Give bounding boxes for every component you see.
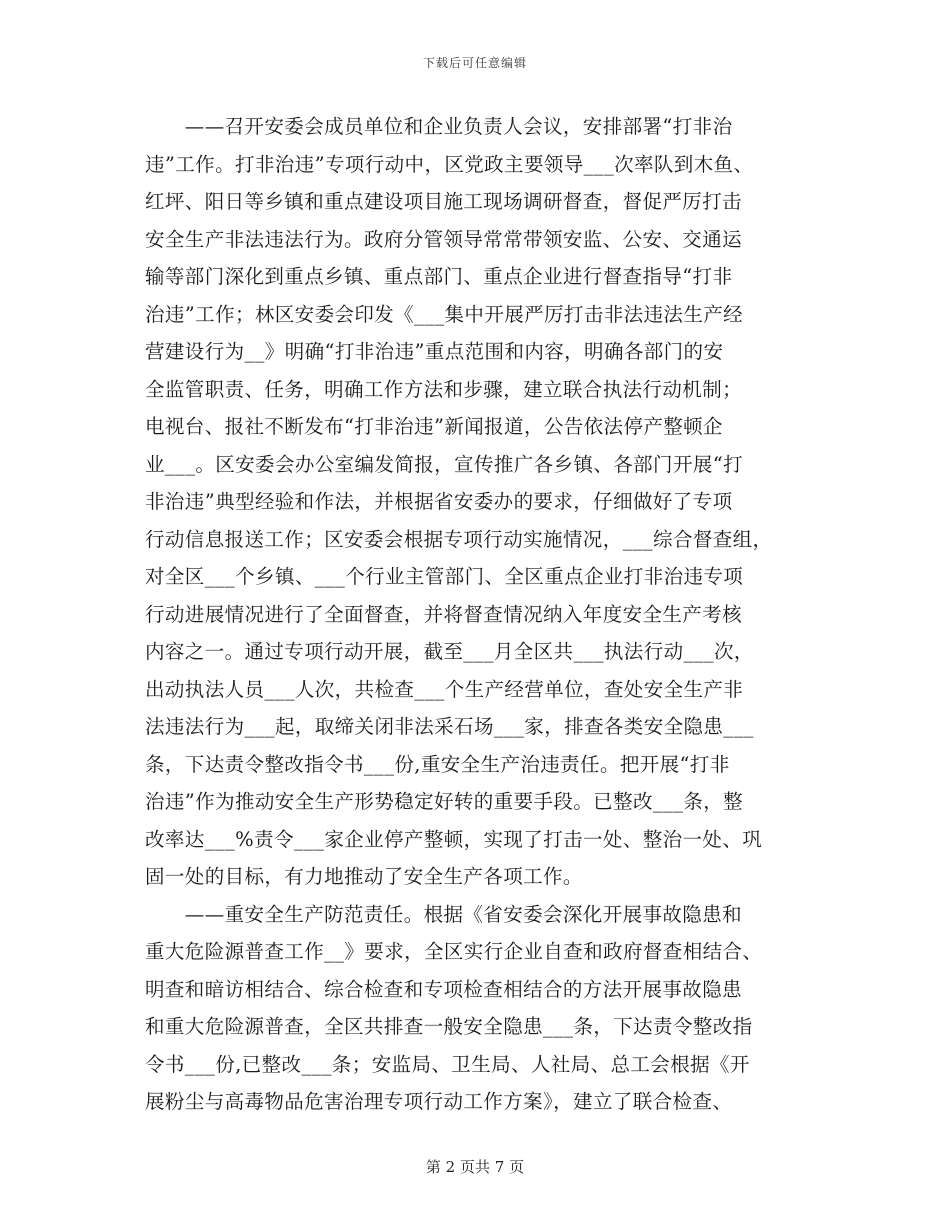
text-line: 违”工作。打非治违”专项行动中，区党政主要领导___次率队到木鱼、	[145, 152, 754, 176]
text-line: 输等部门深化到重点乡镇、重点部门、重点企业进行督查指导“打非	[145, 265, 733, 288]
text-line: 重大危险源普查工作__》要求，全区实行企业自查和政府督查相结合、	[145, 940, 763, 963]
text-line: 出动执法人员___人次，共检查___个生产经营单位，查处安全生产非	[145, 677, 744, 701]
text-line: 和重大危险源普查，全区共排查一般安全隐患___条，下达责令整改指	[145, 1015, 753, 1038]
text-line: 法违法行为___起，取缔关闭非法采石场___家，排查各类安全隐患___	[145, 715, 754, 738]
text-line: 业___。区安委会办公室编发简报，宣传推广各乡镇、各部门开展“打	[145, 452, 744, 476]
text-line: 改率达___%责令___家企业停产整顿，实现了打击一处、整治一处、巩	[145, 827, 763, 851]
text-line: ——重安全生产防范责任。根据《省安委会深化开展事故隐患和	[145, 902, 743, 926]
text-line: 治违”作为推动安全生产形势稳定好转的重要手段。已整改___条，整	[145, 790, 744, 813]
page-header: 下载后可任意编辑	[422, 56, 527, 70]
text-line: 内容之一。通过专项行动开展，截至___月全区共___执法行动___次，	[145, 640, 754, 663]
text-line: 行动进展情况进行了全面督查，并将督查情况纳入年度安全生产考核	[145, 602, 743, 626]
document-body	[145, 108, 815, 1121]
text-line: 红坪、阳日等乡镇和重点建设项目施工现场调研督查，督促严厉打击	[145, 190, 743, 213]
text-line: 条，下达责令整改指令书___份,重安全生产治违责任。把开展“打非	[145, 752, 730, 776]
text-line: 行动信息报送工作；区安委会根据专项行动实施情况，___综合督查组，	[145, 527, 773, 551]
text-line: 展粉尘与高毒物品危害治理专项行动工作方案》，建立了联合检查、	[145, 1090, 733, 1113]
text-line: 非治违”典型经验和作法，并根据省安委办的要求，仔细做好了专项	[145, 490, 733, 513]
text-line: 明查和暗访相结合、综合检查和专项检查相结合的方法开展事故隐患	[145, 977, 743, 1001]
text-line: 对全区___个乡镇、___个行业主管部门、全区重点企业打非治违专项	[145, 565, 744, 588]
text-line: 固一处的目标，有力地推动了安全生产各项工作。	[145, 865, 583, 888]
text-line: ——召开安委会成员单位和企业负责人会议，安排部署“打非治	[145, 115, 733, 138]
text-line: 安全生产非法违法行为。政府分管领导常常带领安监、公安、交通运	[145, 227, 743, 251]
text-line: 营建设行为__》明确“打非治违”重点范围和内容，明确各部门的安	[145, 340, 724, 363]
page-number: 第 2 页共 7 页	[425, 1158, 525, 1176]
text-line: 治违”工作；林区安委会印发《___集中开展严厉打击非法违法生产经	[145, 302, 744, 326]
text-line: 电视台、报社不断发布“打非治违”新闻报道，公告依法停产整顿企	[145, 415, 723, 438]
text-line: 令书___份,已整改___条；安监局、卫生局、人社局、总工会根据《开	[145, 1052, 750, 1076]
text-line: 全监管职责、任务，明确工作方法和步骤，建立联合执法行动机制；	[145, 377, 743, 401]
